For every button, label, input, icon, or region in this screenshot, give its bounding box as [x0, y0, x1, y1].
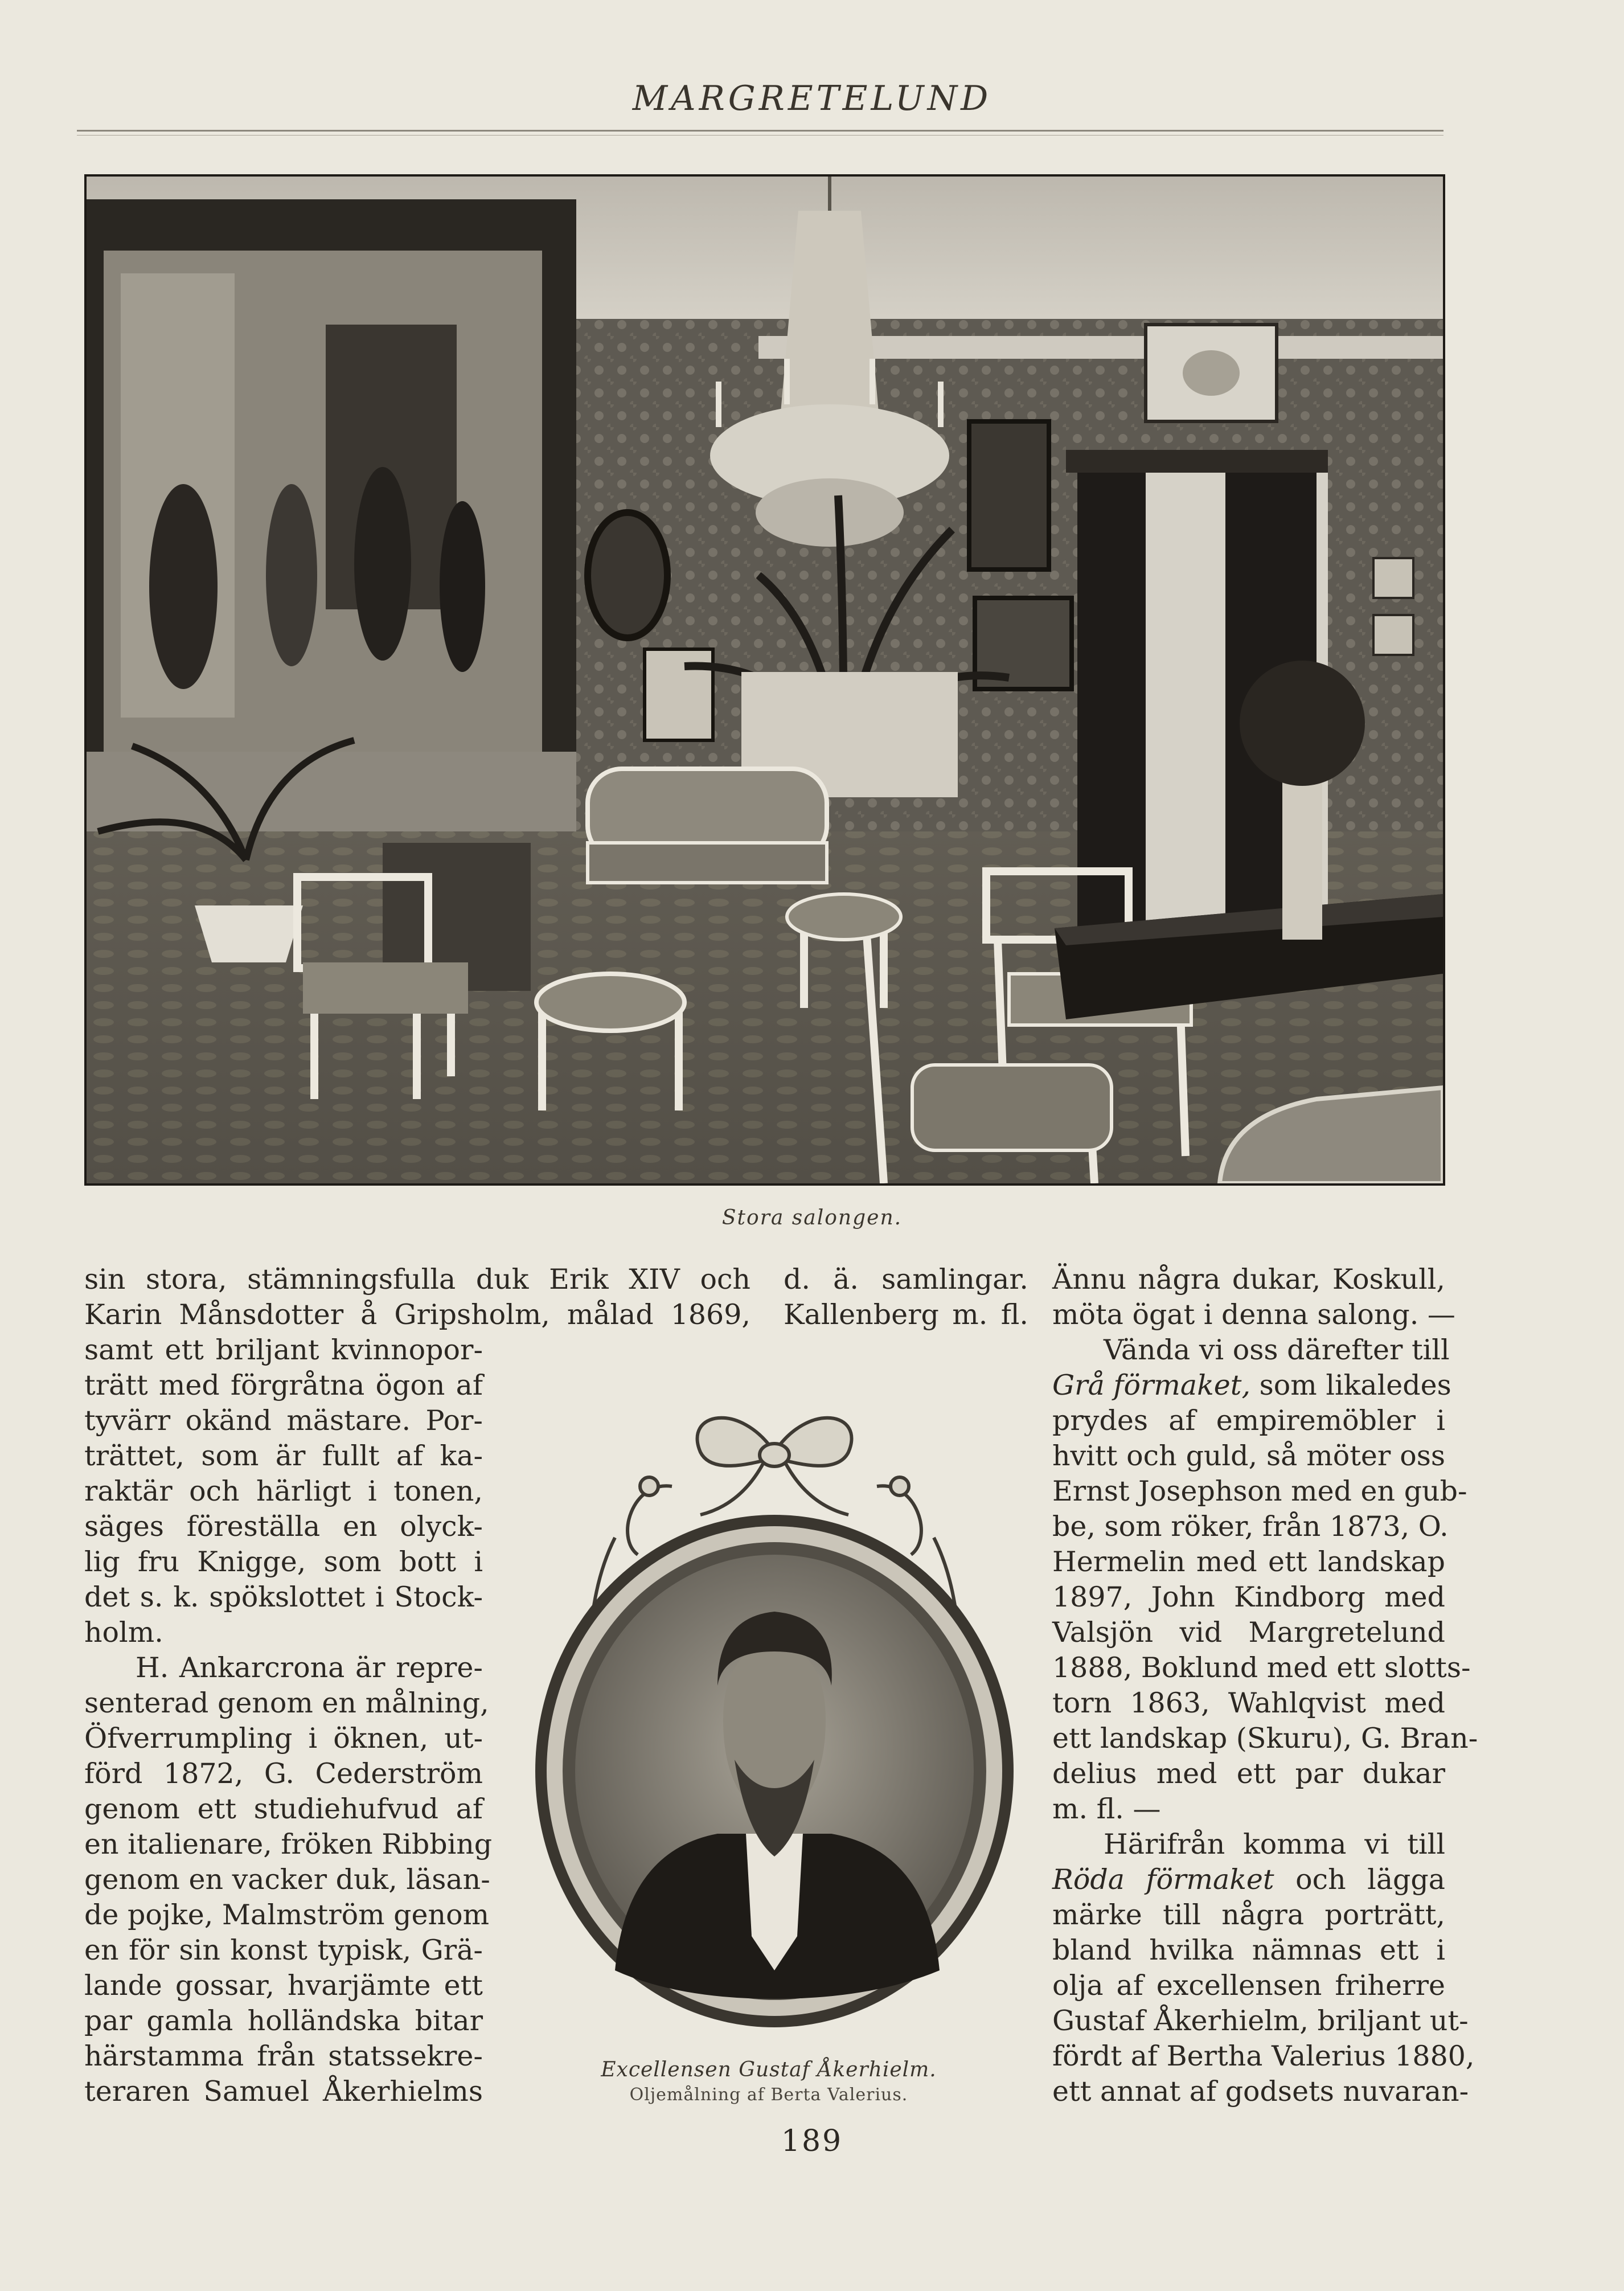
salon-caption: Stora salongen.	[721, 1206, 903, 1229]
col1-line: det s. k. spökslottet i Stock-	[84, 1581, 483, 1613]
col3-line: 1888, Boklund med ett slotts-	[1052, 1651, 1471, 1684]
span-line-2-b: Kallenberg m. fl.	[784, 1298, 1028, 1331]
gra-formaket-italic: Grå förmaket,	[1052, 1369, 1251, 1401]
portrait-image	[530, 1367, 1019, 2039]
col1-line: tyvärr okänd mästare. Por-	[84, 1404, 483, 1437]
col3-line: Valsjön vid Margretelund	[1052, 1616, 1445, 1649]
column-left	[84, 1333, 493, 2109]
col1-line: samt ett briljant kvinnopor-	[84, 1334, 483, 1366]
col1-line: en för sin konst typisk, Grä-	[84, 1934, 483, 1966]
roda-formaket-italic: Röda förmaket	[1052, 1863, 1274, 1896]
span-line-2-a: Karin Månsdotter å Gripsholm, målad 1869,	[84, 1298, 751, 1331]
running-head: MARGRETELUND	[632, 79, 992, 118]
col1-line: H. Ankarcrona är repre-	[136, 1651, 483, 1684]
col1-line: en italienare, fröken Ribbing	[84, 1828, 493, 1860]
col3-line: Gustaf Åkerhielm, briljant ut-	[1052, 2005, 1469, 2037]
column-right	[1052, 1333, 1478, 2109]
col1-line: Öfverrumpling i öknen, ut-	[84, 1722, 483, 1755]
span-line-1-b: d. ä. samlingar.	[784, 1263, 1028, 1296]
col1-line: par gamla holländska bitar	[84, 2005, 483, 2037]
salon-photograph	[84, 174, 1445, 1186]
col3-line: Härifrån komma vi till	[1104, 1828, 1445, 1860]
portrait-caption-credit: Oljemålning af Berta Valerius.	[629, 2085, 908, 2105]
col1-line: trättet, som är fullt af ka-	[84, 1440, 483, 1472]
col3-text: som likaledes	[1250, 1369, 1451, 1401]
col3-line: m. fl. —	[1052, 1793, 1161, 1825]
col1-line: genom ett studiehufvud af	[84, 1793, 483, 1825]
col1-line: härstamma från statssekre-	[84, 2040, 483, 2072]
span-line-1-a: sin stora, stämningsfulla duk Erik XIV och	[84, 1263, 751, 1296]
col3-line: märke till några porträtt,	[1052, 1899, 1445, 1931]
col3-line: olja af excellensen friherre	[1052, 1969, 1445, 2002]
col3-line: delius med ett par dukar	[1052, 1757, 1445, 1790]
col1-line: raktär och härligt i tonen,	[84, 1475, 483, 1507]
col3-line	[1052, 1368, 1451, 1403]
col1-line: lande gossar, hvarjämte ett	[84, 1969, 483, 2002]
span-line-2-c: möta ögat i denna salong. —	[1052, 1298, 1455, 1331]
col3-line: torn 1863, Wahlqvist med	[1052, 1687, 1445, 1719]
col3-line: be, som röker, från 1873, O.	[1052, 1510, 1449, 1543]
span-line-1-c: Ännu några dukar, Koskull,	[1052, 1263, 1445, 1296]
col3-line	[1052, 1862, 1445, 1897]
col1-line: förd 1872, G. Cederström	[84, 1757, 483, 1790]
portrait-akerhielm	[530, 1367, 1019, 2039]
portrait-caption	[547, 2058, 991, 2105]
col3-line: bland hvilka nämnas ett i	[1052, 1934, 1445, 1966]
col3-line: ett annat af godsets nuvaran-	[1052, 2075, 1469, 2108]
col3-line: Hermelin med ett landskap	[1052, 1546, 1445, 1578]
header-rule	[77, 130, 1443, 136]
portrait-caption-title: Excellensen Gustaf Åkerhielm.	[601, 2058, 937, 2081]
col3-line: Ernst Josephson med en gub-	[1052, 1475, 1467, 1507]
col3-text: och lägga	[1274, 1863, 1446, 1896]
col1-line: teraren Samuel Åkerhielms	[84, 2075, 483, 2108]
col3-line: ett landskap (Skuru), G. Bran-	[1052, 1722, 1478, 1755]
col1-line: genom en vacker duk, läsan-	[84, 1863, 490, 1896]
col1-line: trätt med förgråtna ögon af	[84, 1369, 483, 1401]
col3-line: fördt af Bertha Valerius 1880,	[1052, 2040, 1475, 2072]
col1-line: de pojke, Malmström genom	[84, 1899, 490, 1931]
col1-line: holm.	[84, 1616, 163, 1649]
col1-line: senterad genom en målning,	[84, 1687, 489, 1719]
salon-photo-image	[87, 177, 1443, 1183]
col3-line: 1897, John Kindborg med	[1052, 1581, 1445, 1613]
col1-line: säges föreställa en olyck-	[84, 1510, 483, 1543]
col3-line: Vända vi oss därefter till	[1104, 1334, 1450, 1366]
col1-line: lig fru Knigge, som bott i	[84, 1546, 483, 1578]
page-number: 189	[781, 2124, 843, 2158]
col3-line: hvitt och guld, så möter oss	[1052, 1440, 1445, 1472]
col3-line: prydes af empiremöbler i	[1052, 1404, 1445, 1437]
